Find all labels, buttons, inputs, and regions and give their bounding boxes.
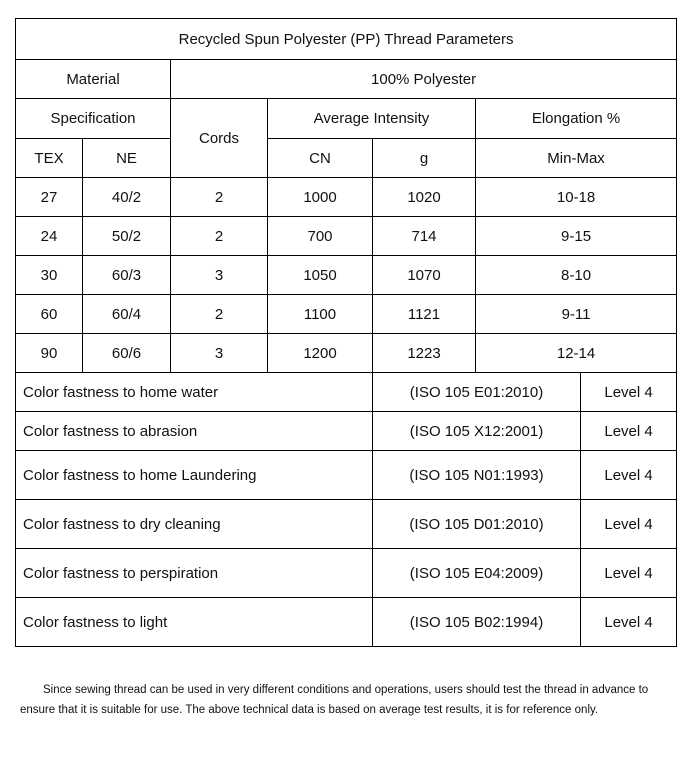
cords-cell: 2 (171, 178, 268, 217)
color-fastness-row (16, 412, 677, 451)
fastness-property: Color fastness to home Laundering (16, 451, 373, 500)
table-title: Recycled Spun Polyester (PP) Thread Parameters (16, 19, 677, 60)
fastness-property: Color fastness to abrasion (16, 412, 373, 451)
g-cell: 1020 (373, 178, 476, 217)
cn-cell: 700 (268, 217, 373, 256)
tex-cell: 60 (16, 295, 83, 334)
spec-row (16, 217, 677, 256)
g-cell: 1070 (373, 256, 476, 295)
tex-cell: 30 (16, 256, 83, 295)
g-cell: 1121 (373, 295, 476, 334)
fastness-standard: (ISO 105 E01:2010) (373, 373, 581, 412)
cords-cell: 2 (171, 295, 268, 334)
cn-cell: 1050 (268, 256, 373, 295)
fastness-standard: (ISO 105 B02:1994) (373, 598, 581, 647)
elongation-cell: 12-14 (476, 334, 677, 373)
fastness-standard: (ISO 105 N01:1993) (373, 451, 581, 500)
spec-row (16, 334, 677, 373)
fastness-level: Level 4 (581, 598, 677, 647)
color-fastness-row (16, 373, 677, 412)
g-cell: 714 (373, 217, 476, 256)
thread-parameters-table (15, 18, 677, 647)
specification-header: Specification (16, 99, 171, 139)
fastness-level: Level 4 (581, 412, 677, 451)
g-header: g (373, 139, 476, 178)
fastness-level: Level 4 (581, 373, 677, 412)
cn-cell: 1100 (268, 295, 373, 334)
cords-cell: 3 (171, 256, 268, 295)
cn-header: CN (268, 139, 373, 178)
material-label: Material (16, 60, 171, 99)
disclaimer-note (20, 680, 670, 720)
elongation-cell: 9-15 (476, 217, 677, 256)
tex-cell: 27 (16, 178, 83, 217)
color-fastness-row (16, 598, 677, 647)
cn-cell: 1000 (268, 178, 373, 217)
fastness-level: Level 4 (581, 451, 677, 500)
ne-header: NE (83, 139, 171, 178)
fastness-property: Color fastness to home water (16, 373, 373, 412)
disclaimer-line-2: ensure that it is suitable for use. The above technical data is based on average test results, it is for reference only. (20, 704, 599, 716)
cn-cell: 1200 (268, 334, 373, 373)
g-cell: 1223 (373, 334, 476, 373)
average-intensity-header: Average Intensity (268, 99, 476, 139)
elongation-header: Elongation % (476, 99, 677, 139)
elongation-cell: 9-11 (476, 295, 677, 334)
spec-row (16, 256, 677, 295)
color-fastness-row (16, 500, 677, 549)
min-max-header: Min-Max (476, 139, 677, 178)
color-fastness-row (16, 549, 677, 598)
spec-row (16, 178, 677, 217)
tex-cell: 24 (16, 217, 83, 256)
elongation-cell: 10-18 (476, 178, 677, 217)
spec-row (16, 295, 677, 334)
disclaimer-line-1: Since sewing thread can be used in very different conditions and operations, users should test the thread in advance to (43, 684, 649, 696)
fastness-standard: (ISO 105 X12:2001) (373, 412, 581, 451)
fastness-level: Level 4 (581, 500, 677, 549)
tex-cell: 90 (16, 334, 83, 373)
cords-cell: 2 (171, 217, 268, 256)
cords-header: Cords (171, 99, 268, 178)
fastness-property: Color fastness to light (16, 598, 373, 647)
color-fastness-row (16, 451, 677, 500)
ne-cell: 60/3 (83, 256, 171, 295)
elongation-cell: 8-10 (476, 256, 677, 295)
ne-cell: 60/6 (83, 334, 171, 373)
fastness-level: Level 4 (581, 549, 677, 598)
ne-cell: 40/2 (83, 178, 171, 217)
fastness-property: Color fastness to dry cleaning (16, 500, 373, 549)
ne-cell: 50/2 (83, 217, 171, 256)
fastness-standard: (ISO 105 E04:2009) (373, 549, 581, 598)
ne-cell: 60/4 (83, 295, 171, 334)
cords-cell: 3 (171, 334, 268, 373)
fastness-standard: (ISO 105 D01:2010) (373, 500, 581, 549)
tex-header: TEX (16, 139, 83, 178)
material-value: 100% Polyester (171, 60, 677, 99)
fastness-property: Color fastness to perspiration (16, 549, 373, 598)
